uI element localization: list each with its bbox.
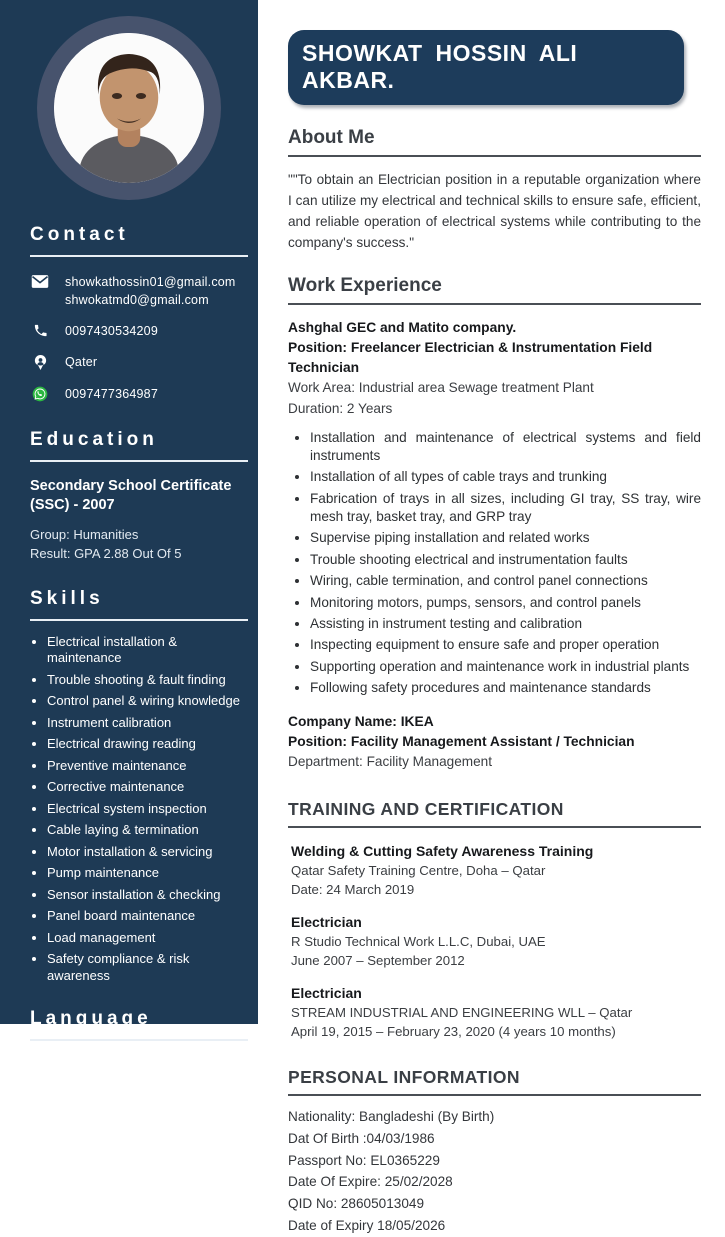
- contact-heading: Contact: [30, 224, 129, 245]
- certification-name: Electrician: [291, 984, 362, 1001]
- certification-name: Welding & Cutting Safety Awareness Training: [291, 842, 594, 859]
- work-duration: Duration: 2 Years: [288, 400, 393, 416]
- certification-date: Date: 24 March 2019: [291, 881, 415, 897]
- contact-phone: [30, 322, 250, 340]
- work-duty: • Trouble shooting electrical and instrumentation faults: [310, 551, 701, 569]
- certification-name: Electrician: [291, 913, 362, 930]
- divider: [30, 255, 248, 257]
- certification-entry: [288, 842, 701, 899]
- work-duty: • Supporting operation and maintenance work in industrial plants: [310, 658, 701, 676]
- profile-photo-ring: [37, 16, 221, 200]
- work-experience-section: [288, 275, 701, 772]
- work-duty: • Assisting in instrument testing and calibration: [310, 615, 701, 633]
- divider: [288, 1094, 701, 1096]
- language-item: English: (Professional): [30, 1056, 166, 1072]
- education-section: [0, 429, 258, 564]
- personal-info-line: Nationality: Bangladeshi (By Birth): [288, 1109, 495, 1125]
- certification-org: R Studio Technical Work L.L.C, Dubai, UAE: [291, 933, 546, 949]
- training-heading: TRAINING AND CERTIFICATION: [288, 798, 564, 819]
- language-section: [0, 1008, 258, 1140]
- work-area: Work Area: Industrial area Sewage treatment Plant: [288, 380, 594, 396]
- company-name: Ashghal GEC and Matito company.: [288, 320, 517, 336]
- email-primary: showkathossin01@gmail.com: [65, 275, 236, 289]
- divider: [30, 460, 248, 462]
- training-section: [288, 799, 701, 1042]
- work-duty: • Fabrication of trays in all sizes, including GI tray, SS tray, wire mesh tray, basket tray, and GRP tray: [310, 490, 701, 526]
- divider: [288, 155, 701, 157]
- skill-item: • Pump maintenance: [47, 865, 250, 882]
- skill-item: • Trouble shooting & fault finding: [47, 672, 250, 689]
- personal-info-line: Dat Of Birth :04/03/1986: [288, 1130, 435, 1146]
- location-pin-icon: [30, 354, 50, 371]
- divider: [30, 1039, 248, 1041]
- personal-info-line: Passport No: EL0365229: [288, 1152, 440, 1168]
- language-item: Bengali: Native: [30, 1121, 121, 1137]
- work-company-1: [288, 318, 701, 419]
- skill-item: • Cable laying & termination: [47, 822, 250, 839]
- company-position: Position: Freelancer Electrician & Instrumentation Field Technician: [288, 340, 653, 376]
- personal-info-line: Date Of Expire: 25/02/2028: [288, 1174, 453, 1190]
- work-duty: • Installation and maintenance of electrical systems and field instruments: [310, 429, 701, 465]
- work-duty: • Installation of all types of cable trays and trunking: [310, 468, 701, 486]
- skill-item: • Electrical drawing reading: [47, 736, 250, 753]
- certification-entry: [288, 913, 701, 970]
- sidebar: [0, 0, 258, 1137]
- skills-heading: Skills: [30, 587, 104, 609]
- certification-org: Qatar Safety Training Centre, Doha – Qatar: [291, 862, 546, 878]
- skill-item: • Sensor installation & checking: [47, 887, 250, 904]
- whatsapp-icon: [30, 386, 50, 402]
- divider: [30, 619, 248, 621]
- personal-info-line: Date of Expiry 18/05/2026: [288, 1217, 446, 1233]
- skill-item: • Motor installation & servicing: [47, 844, 250, 861]
- work-duties-list: [288, 429, 701, 697]
- work-company-2: [288, 712, 701, 772]
- personal-info-heading: PERSONAL INFORMATION: [288, 1067, 520, 1088]
- work-duty: • Inspecting equipment to ensure safe and proper operation: [310, 636, 701, 654]
- contact-whatsapp: [30, 385, 250, 403]
- skill-item: • Preventive maintenance: [47, 758, 250, 775]
- education-heading: Education: [30, 428, 158, 450]
- language-item: Arabic (Intermediate ): [30, 1078, 160, 1094]
- company-position: Position: Facility Management Assistant / Technician: [288, 734, 635, 750]
- phone-number: 0097430534209: [65, 324, 158, 339]
- skill-item: • Electrical installation & maintenance: [47, 634, 250, 667]
- personal-info-line: QID No: 28605013049: [288, 1196, 425, 1212]
- name-badge: SHOWKAT HOSSIN ALI AKBAR.: [288, 30, 684, 105]
- contact-location: [30, 353, 250, 371]
- certification-entry: [288, 984, 701, 1041]
- skills-list: [30, 634, 250, 985]
- work-duty: • Monitoring motors, pumps, sensors, and control panels: [310, 594, 701, 612]
- skill-item: • Load management: [47, 930, 250, 947]
- whatsapp-number: 0097477364987: [65, 386, 158, 401]
- skill-item: • Safety compliance & risk awareness: [47, 951, 250, 984]
- email-secondary: shwokatmd0@gmail.com: [65, 293, 209, 308]
- skill-item: • Instrument calibration: [47, 715, 250, 732]
- phone-icon: [30, 323, 50, 338]
- personal-info-section: [288, 1067, 701, 1237]
- divider: [288, 826, 701, 828]
- education-degree: Secondary School Certificate (SSC) - 2007: [30, 477, 232, 514]
- skills-section: [0, 588, 258, 985]
- language-item: Hindi: Good: [30, 1099, 102, 1115]
- language-heading: Language: [30, 1008, 152, 1030]
- contact-section: [0, 224, 258, 403]
- work-duty: • Supervise piping installation and related works: [310, 529, 701, 547]
- skill-item: • Panel board maintenance: [47, 908, 250, 925]
- certification-date: April 19, 2015 – February 23, 2020 (4 years 10 months): [291, 1023, 616, 1039]
- work-duty: • Following safety procedures and maintenance standards: [310, 679, 701, 697]
- about-text: ""To obtain an Electrician position in a reputable organization where I can utilize my electrical and technical skills to ensure safe, efficient, and reliable operation of electrical systems while contributing to the company's success.": [288, 172, 701, 251]
- education-result: Result: GPA 2.88 Out Of 5: [30, 546, 182, 562]
- email-icon: [30, 274, 50, 289]
- main-content: [258, 0, 725, 1233]
- work-duty: • Wiring, cable termination, and control panel connections: [310, 572, 701, 590]
- company-name: Company Name: IKEA: [288, 714, 434, 730]
- certification-org: STREAM INDUSTRIAL AND ENGINEERING WLL – Qatar: [291, 1004, 633, 1020]
- company-department: Department: Facility Management: [288, 754, 492, 770]
- profile-photo: [54, 33, 204, 183]
- about-heading: About Me: [288, 127, 375, 148]
- divider: [288, 303, 701, 305]
- certification-date: June 2007 – September 2012: [291, 952, 465, 968]
- work-experience-heading: Work Experience: [288, 275, 442, 297]
- skill-item: • Control panel & wiring knowledge: [47, 693, 250, 710]
- education-group: Group: Humanities: [30, 526, 139, 542]
- location-text: Qater: [65, 355, 98, 370]
- skill-item: • Corrective maintenance: [47, 779, 250, 796]
- contact-email: [30, 273, 250, 309]
- skill-item: • Electrical system inspection: [47, 801, 250, 818]
- about-section: [288, 127, 701, 253]
- avatar: [54, 33, 204, 183]
